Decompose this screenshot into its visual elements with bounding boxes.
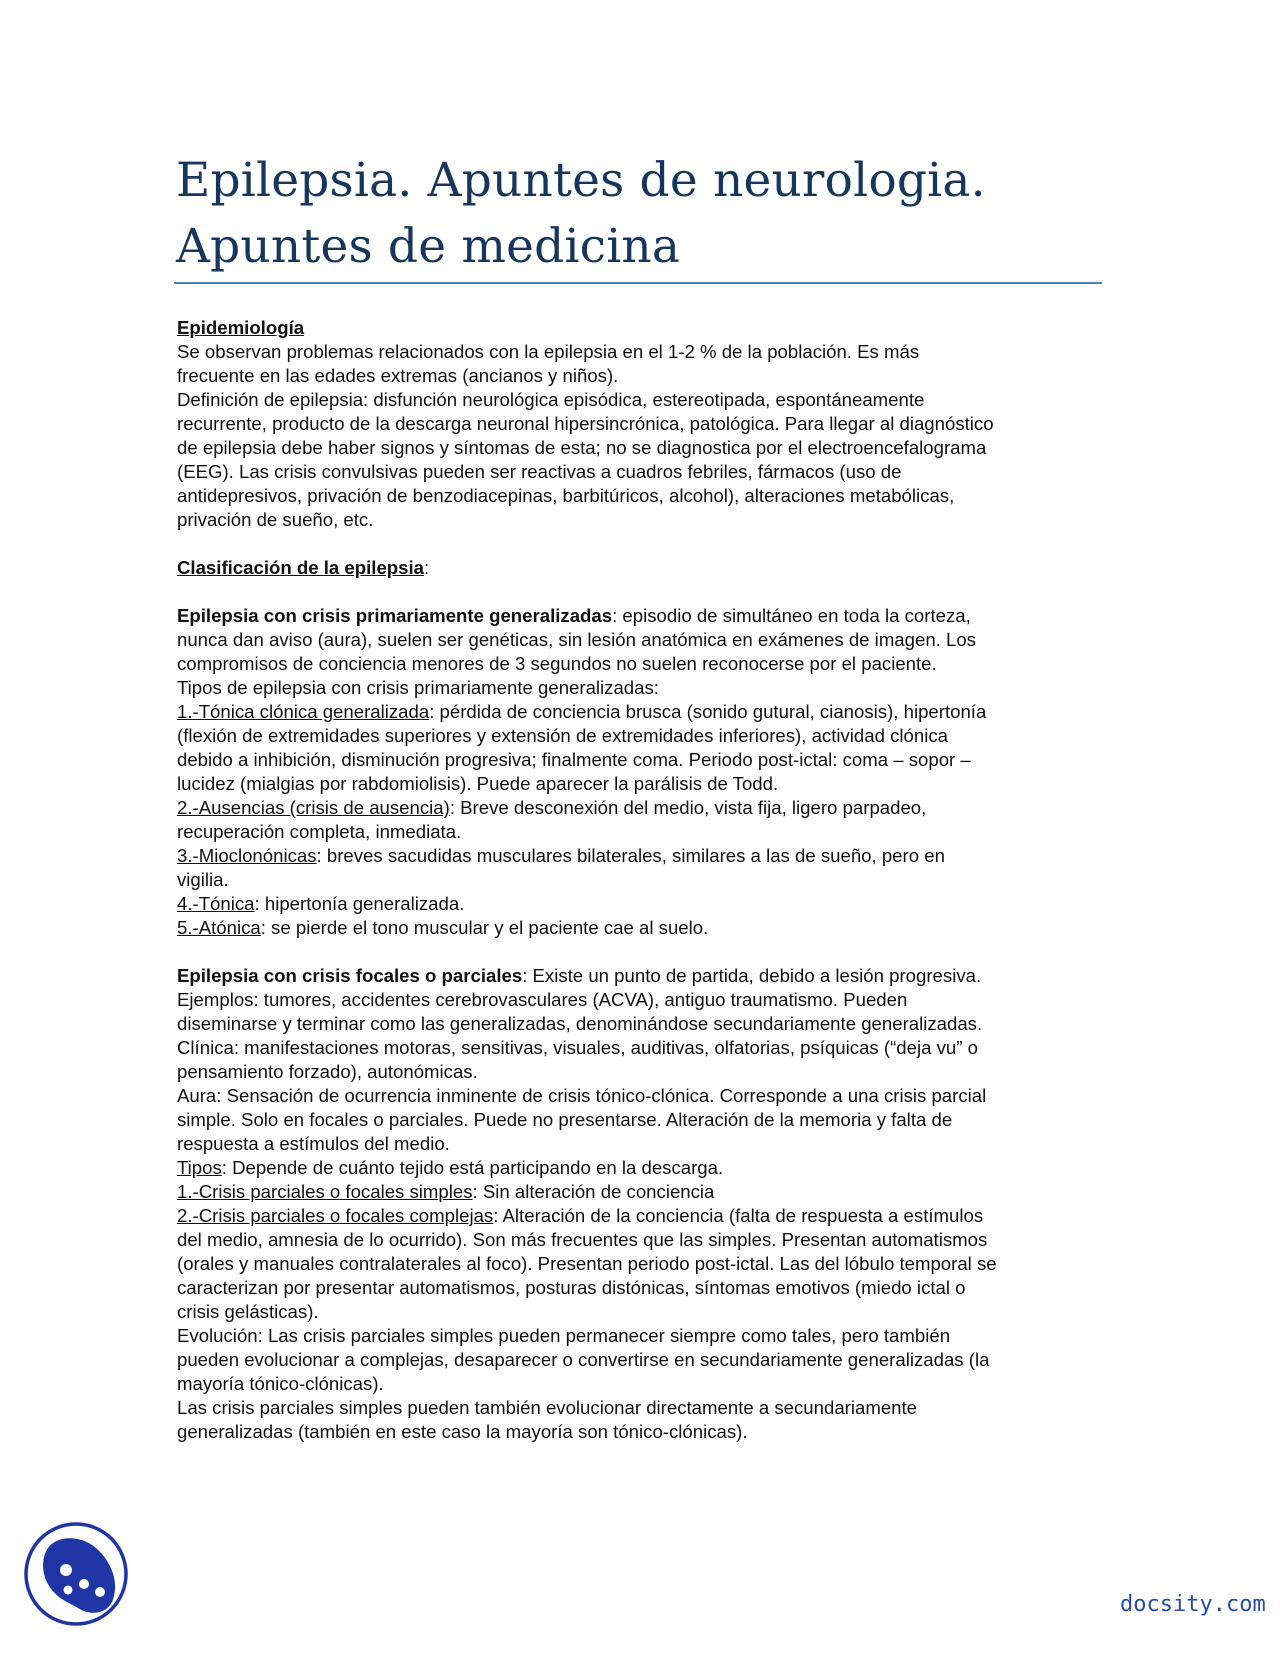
paragraph-line: pensamiento forzado), autonómicas. — [177, 1061, 478, 1082]
paragraph-line: debido a inhibición, disminución progresiva; finalmente coma. Periodo post-ictal: coma – sopor – — [177, 749, 971, 770]
paragraph-line: del medio, amnesia de lo ocurrido). Son más frecuentes que las simples. Presentan automatismos — [177, 1229, 988, 1250]
paragraph-line: Definición de epilepsia: disfunción neurológica episódica, estereotipada, espontáneamente — [177, 389, 925, 410]
paragraph-line: Se observan problemas relacionados con la epilepsia en el 1-2 % de la población. Es más — [177, 341, 920, 362]
title-line-1: Epilepsia. Apuntes de neurologia. — [176, 153, 986, 208]
title-divider — [174, 282, 1102, 284]
title-line-2: Apuntes de medicina — [176, 219, 681, 274]
document-body — [177, 316, 1107, 1444]
paragraph-line: Aura: Sensación de ocurrencia inminente de crisis tónico-clónica. Corresponde a una crisis parcial — [177, 1085, 987, 1106]
subsection-focales: Epilepsia con crisis focales o parciales: Existe un punto de partida, debido a lesión progresiva. — [177, 965, 982, 986]
paragraph-line: (orales y manuales contralaterales al foco). Presentan periodo post-ictal. Las del lóbulo temporal se — [177, 1253, 997, 1274]
paragraph-line: Tipos de epilepsia con crisis primariamente generalizadas: — [177, 677, 659, 698]
paragraph-line: diseminarse y terminar como las generalizadas, denominándose secundariamente generalizadas. — [177, 1013, 983, 1034]
paragraph-line: respuesta a estímulos del medio. — [177, 1133, 450, 1154]
paragraph-line: de epilepsia debe haber signos y síntomas de esta; no se diagnostica por el electroencefalograma — [177, 437, 987, 458]
list-item-tonica: 4.-Tónica: hipertonía generalizada. — [177, 893, 465, 914]
paragraph-line: Evolución: Las crisis parciales simples pueden permanecer siempre como tales, pero también — [177, 1325, 951, 1346]
list-item-ausencias: 2.-Ausencias (crisis de ausencia): Breve desconexión del medio, vista fija, ligero parpadeo, — [177, 797, 927, 818]
paragraph-line: lucidez (mialgias por rabdomiolisis). Puede aparecer la parálisis de Todd. — [177, 773, 779, 794]
paragraph-line: Ejemplos: tumores, accidentes cerebrovasculares (ACVA), antiguo traumatismo. Pueden — [177, 989, 908, 1010]
list-item-mioclonicas: 3.-Mioclonónicas: breves sacudidas musculares bilaterales, similares a las de sueño, pero en — [177, 845, 945, 866]
paragraph-line: compromisos de conciencia menores de 3 segundos no suelen reconocerse por el paciente. — [177, 653, 937, 674]
paragraph-gap — [177, 940, 1107, 964]
paragraph-line: recurrente, producto de la descarga neuronal hipersincrónica, patológica. Para llegar al diagnóstico — [177, 413, 994, 434]
paragraph-line: mayoría tónico-clónicas). — [177, 1373, 384, 1394]
paragraph-line: recuperación completa, inmediata. — [177, 821, 462, 842]
paragraph-gap — [177, 580, 1107, 604]
paragraph-line: nunca dan aviso (aura), suelen ser genéticas, sin lesión anatómica en exámenes de imagen. Los — [177, 629, 976, 650]
list-item-complejas: 2.-Crisis parciales o focales complejas: Alteración de la conciencia (falta de respuesta a estímulos — [177, 1205, 984, 1226]
docsity-logo-icon[interactable] — [20, 1518, 132, 1630]
logo-graphic — [20, 1518, 132, 1630]
paragraph-line: crisis gelásticas). — [177, 1301, 319, 1322]
paragraph-line: antidepresivos, privación de benzodiacepinas, barbitúricos, alcohol), alteraciones metabólicas, — [177, 485, 955, 506]
paragraph-line: frecuente en las edades extremas (ancianos y niños). — [177, 365, 619, 386]
paragraph-line: (flexión de extremidades superiores y extensión de extremidades inferiores), actividad clónica — [177, 725, 948, 746]
section-heading-clasificacion: Clasificación de la epilepsia: — [177, 557, 430, 578]
paragraph-line: Clínica: manifestaciones motoras, sensitivas, visuales, auditivas, olfatorias, psíquicas (“deja vu” o — [177, 1037, 978, 1058]
paragraph-line: Las crisis parciales simples pueden también evolucionar directamente a secundariamente — [177, 1397, 918, 1418]
list-item-simples: 1.-Crisis parciales o focales simples: Sin alteración de conciencia — [177, 1181, 715, 1202]
list-item-atonica: 5.-Atónica: se pierde el tono muscular y el paciente cae al suelo. — [177, 917, 709, 938]
subsection-generalizadas: Epilepsia con crisis primariamente generalizadas: episodio de simultáneo en toda la corteza, — [177, 605, 971, 626]
paragraph-line: privación de sueño, etc. — [177, 509, 374, 530]
tipos-line: Tipos: Depende de cuánto tejido está participando en la descarga. — [177, 1157, 724, 1178]
paragraph-line: (EEG). Las crisis convulsivas pueden ser reactivas a cuadros febriles, fármacos (uso de — [177, 461, 902, 482]
paragraph-line: caracterizan por presentar automatismos, posturas distónicas, síntomas emotivos (miedo ictal o — [177, 1277, 966, 1298]
docsity-watermark[interactable]: docsity.com — [1120, 1592, 1266, 1617]
list-item-tonica-clonica: 1.-Tónica clónica generalizada: pérdida de conciencia brusca (sonido gutural, cianosis), hipertonía — [177, 701, 987, 722]
paragraph-gap — [177, 532, 1107, 556]
paragraph-line: generalizadas (también en este caso la mayoría son tónico-clónicas). — [177, 1421, 748, 1442]
paragraph-line: simple. Solo en focales o parciales. Puede no presentarse. Alteración de la memoria y falta de — [177, 1109, 953, 1130]
paragraph-line: vigilia. — [177, 869, 229, 890]
paragraph-line: pueden evolucionar a complejas, desaparecer o convertirse en secundariamente generalizadas (la — [177, 1349, 990, 1370]
section-heading-epidemiologia: Epidemiología — [177, 317, 305, 338]
document-title — [176, 148, 1100, 280]
